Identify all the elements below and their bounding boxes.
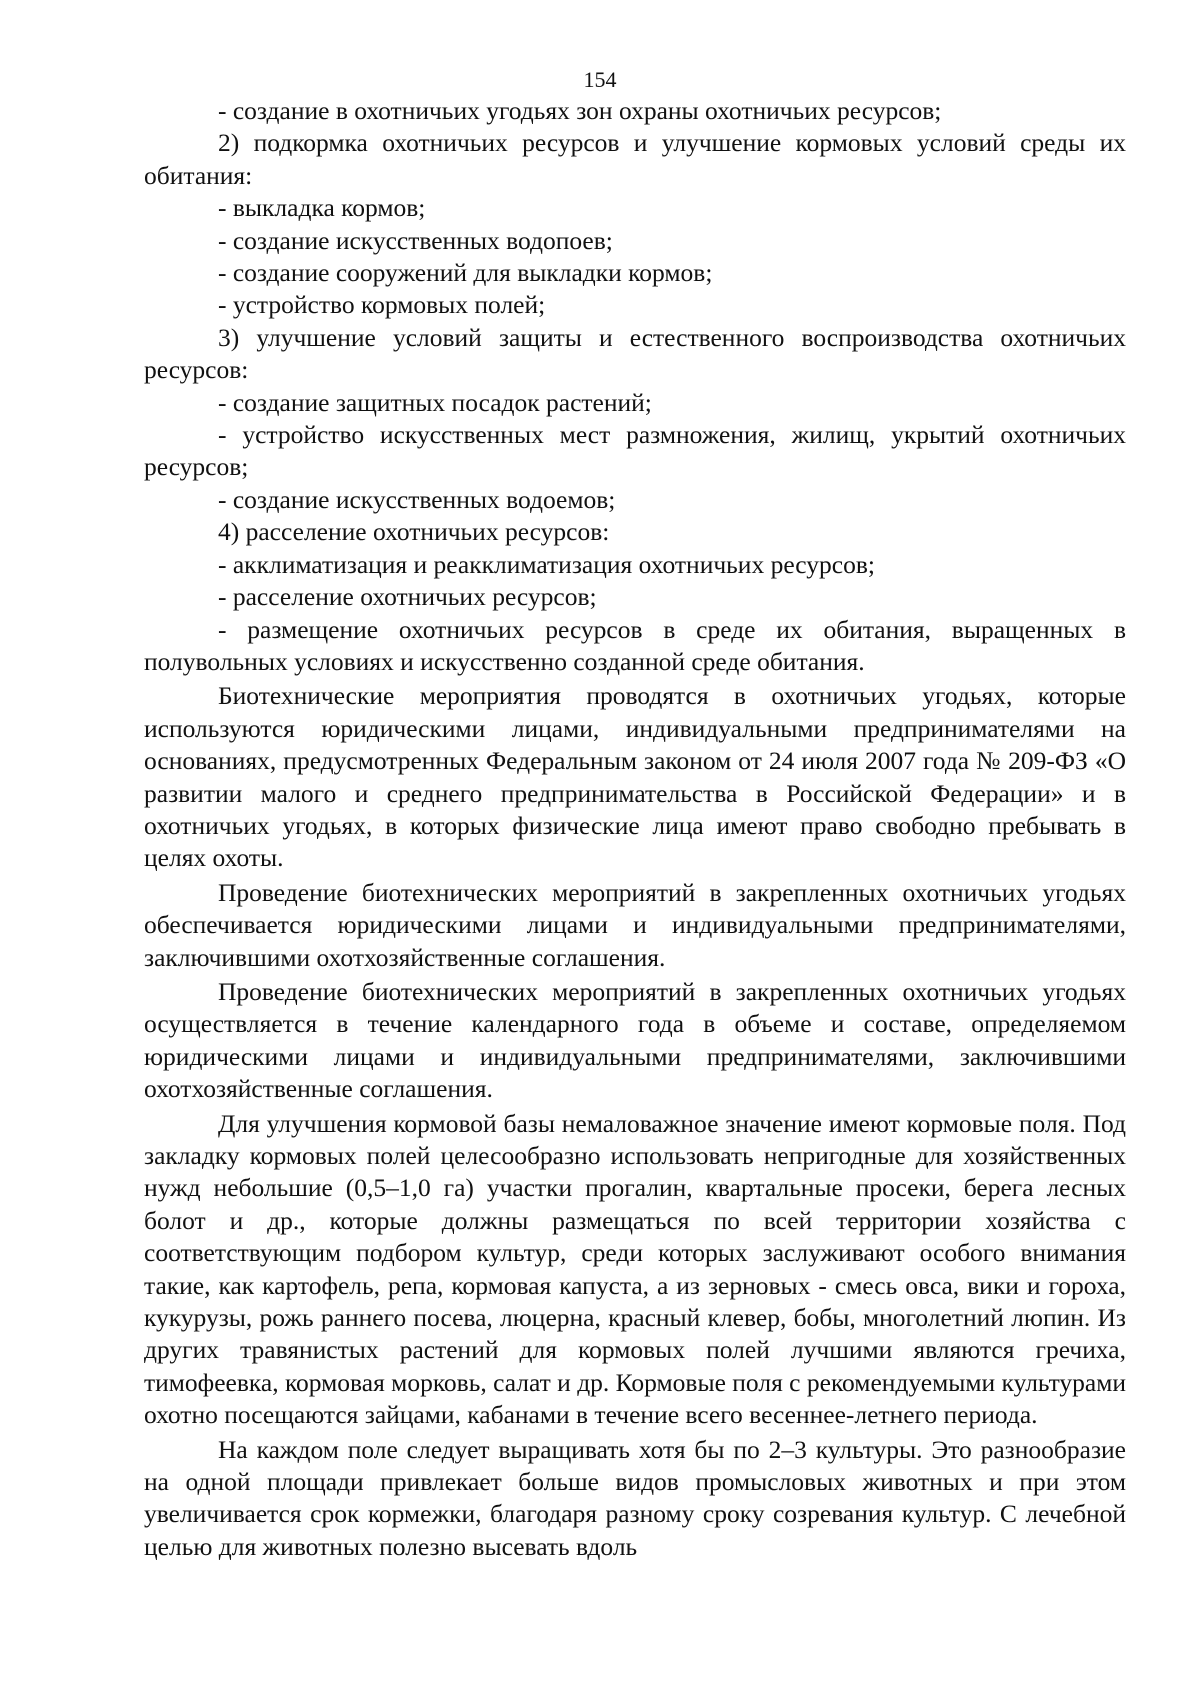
body-paragraph: Проведение биотехнических мероприятий в закрепленных охотничьих угодьях осуществляется в течение календарного года в объеме и составе, определяемом юридическими лицами и индивидуальными предпринимателями, заключившими охотхозяйственные соглашения. bbox=[144, 976, 1126, 1104]
list-item: - устройство искусственных мест размножения, жилищ, укрытий охотничьих ресурсов; bbox=[144, 420, 1126, 482]
list-heading: 3) улучшение условий защиты и естественного воспроизводства охотничьих ресурсов: bbox=[144, 322, 1126, 385]
body-paragraph: Биотехнические мероприятия проводятся в охотничьих угодьях, которые используются юридическими лицами, индивидуальными предпринимателями на основаниях, предусмотренных Федеральным законом от 24 июля 2007 года № 209-ФЗ «О развитии малого и среднего предпринимательства в Российской Федерации» и в охотничьих угодьях, в которых физические лица имеют право свободно пребывать в целях охоты. bbox=[144, 681, 1126, 873]
list-item: - создание искусственных водоемов; bbox=[218, 484, 616, 514]
body-paragraph: Проведение биотехнических мероприятий в закрепленных охотничьих угодьях обеспечивается юридическими лицами и индивидуальными предпринимателями, заключившими охотхозяйственные соглашения. bbox=[144, 877, 1126, 972]
list-item: - создание искусственных водопоев; bbox=[218, 225, 613, 255]
page-number: 154 bbox=[583, 67, 617, 92]
list-heading: 2) подкормка охотничьих ресурсов и улучшение кормовых условий среды их обитания: bbox=[144, 128, 1126, 190]
list-item: - создание сооружений для выкладки кормов; bbox=[218, 258, 713, 288]
list-item: - выкладка кормов; bbox=[218, 193, 426, 223]
list-item: - создание защитных посадок растений; bbox=[218, 387, 652, 417]
list-item: - размещение охотничьих ресурсов в среде их обитания, выращенных в полувольных условиях и искусственно созданной среде обитания. bbox=[144, 614, 1126, 676]
list-heading: 4) расселение охотничьих ресурсов: bbox=[218, 517, 610, 547]
list-item: - создание в охотничьих угодьях зон охраны охотничьих ресурсов; bbox=[218, 96, 942, 125]
list-item: - акклиматизация и реакклиматизация охотничьих ресурсов; bbox=[218, 549, 875, 579]
list-item: - расселение охотничьих ресурсов; bbox=[218, 582, 597, 612]
list-item: - устройство кормовых полей; bbox=[218, 290, 546, 320]
page-body bbox=[144, 95, 1126, 1563]
body-paragraph: Для улучшения кормовой базы немаловажное значение имеют кормовые поля. Под закладку кормовых полей целесообразно использовать непригодные для хозяйственных нужд небольшие (0,5–1,0 га) участки прогалин, квартальные просеки, берега лесных болот и др., которые должны размещаться по всей территории хозяйства с соответствующим подбором культур, среди которых заслуживают особого внимания такие, как картофель, репа, кормовая капуста, а из зерновых - смесь овса, вики и гороха, кукурузы, рожь раннего посева, люцерна, красный клевер, бобы, многолетний люпин. Из других травянистых растений для кормовых полей лучшими являются гречиха, тимофеевка, кормовая морковь, салат и др. Кормовые поля с рекомендуемыми культурами охотно посещаются зайцами, кабанами в течение всего весеннее-летнего периода. bbox=[144, 1108, 1126, 1430]
body-paragraph: На каждом поле следует выращивать хотя бы по 2–3 культуры. Это разнообразие на одной площади привлекает больше видов промысловых животных и при этом увеличивается срок кормежки, благодаря разному сроку созревания культур. С лечебной целью для животных полезно высевать вдоль bbox=[144, 1434, 1126, 1561]
